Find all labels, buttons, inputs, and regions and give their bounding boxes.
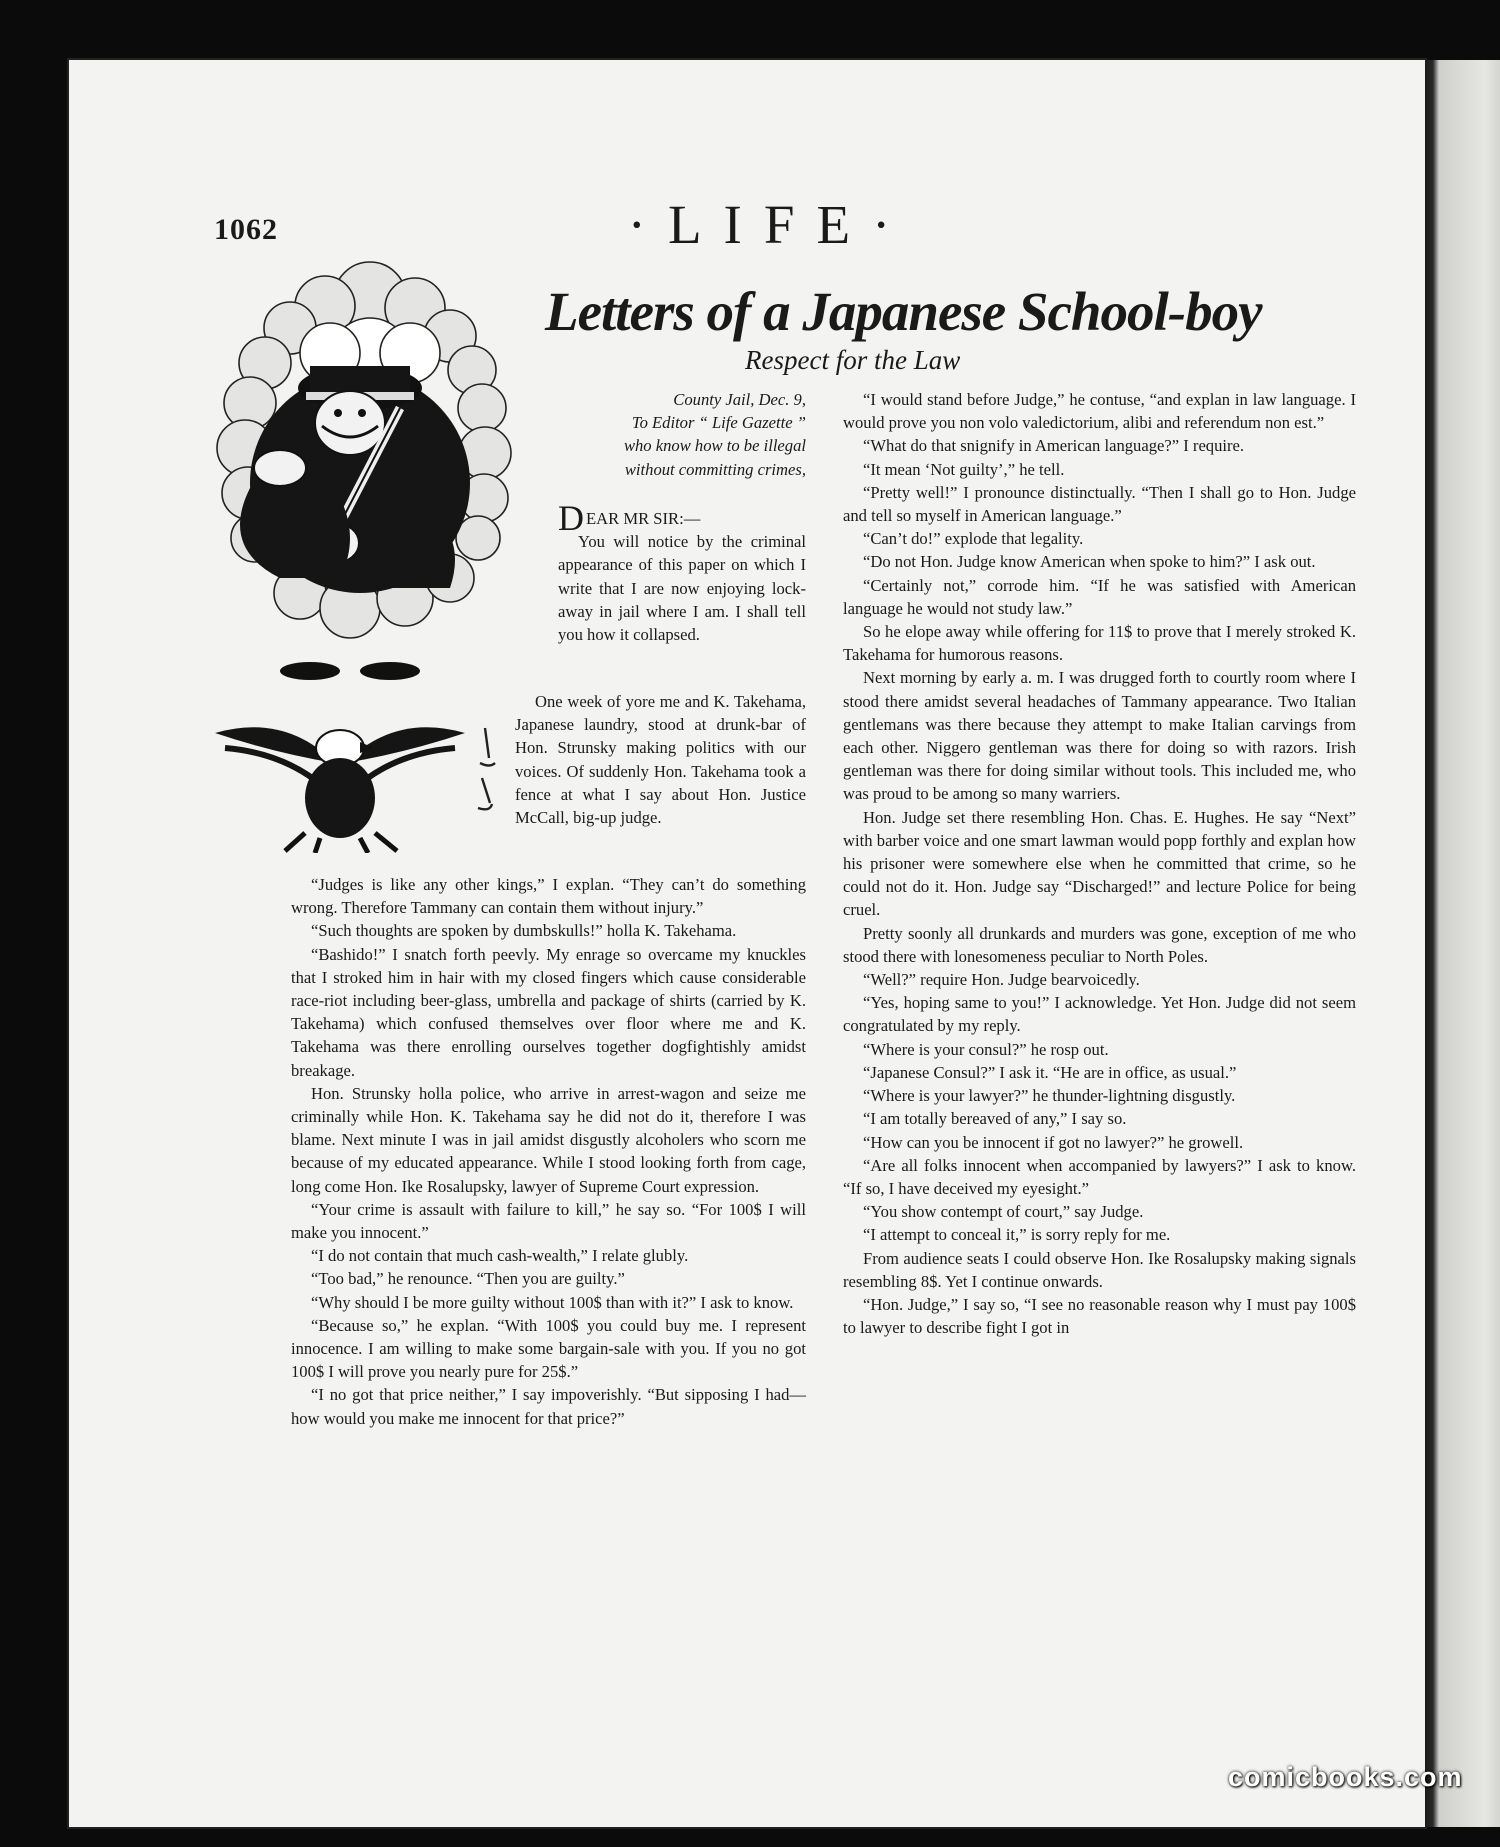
article-column-right (843, 388, 1356, 1339)
paragraph: “Bashido!” I snatch forth peevly. My enrage so overcame my knuckles that I stroked him in hair with my closed fingers which cause considerable race-riot including beer-glass, umbrella and package of shirts (carried by K. Takehama) which confused themselves over floor where me and K. Takehama was there enrolling ourselves together dogfightishly amidst breakage. (291, 944, 806, 1080)
article-subtitle: Respect for the Law (745, 345, 961, 375)
paragraph: “Are all folks innocent when accompanied by lawyers?” I ask to know. “If so, I have deceived my eyesight.” (843, 1155, 1356, 1198)
paragraph: “Too bad,” he renounce. “Then you are guilty.” (311, 1269, 625, 1289)
site-watermark: comicbooks.com (1228, 1762, 1463, 1792)
paragraph: “Where is your lawyer?” he thunder-lightning disgustly. (863, 1086, 1236, 1106)
paragraph: “Japanese Consul?” I ask it. “He are in office, as usual.” (863, 1062, 1237, 1082)
paragraph: “Where is your consul?” he rosp out. (863, 1039, 1109, 1059)
policeman-cartoon-illustration (210, 258, 515, 853)
paragraph: “Yes, hoping same to you!” I acknowledge. Yet Hon. Judge did not seem congratulated by my reply. (843, 993, 1356, 1036)
paragraph: “I attempt to conceal it,” is sorry reply for me. (863, 1225, 1171, 1245)
paragraph: “Your crime is assault with failure to kill,” he say so. “For 100$ I will make you innocent.” (291, 1199, 806, 1243)
paragraph: “Well?” require Hon. Judge bearvoicedly. (863, 970, 1140, 990)
paragraph: “I do not contain that much cash-wealth,” I relate glubly. (311, 1246, 689, 1266)
dateline-line: County Jail, Dec. 9, (673, 390, 806, 409)
paragraph: You will notice by the criminal appearance of this paper on which I write that I are now enjoying lock-away in jail where I am. I shall tell you how it collapsed. (558, 532, 806, 645)
paragraph: “Pretty well!” I pronounce distinctually. “Then I shall go to Hon. Judge and tell so myself in American language.” (843, 482, 1356, 526)
article-column-left-narrow (515, 690, 806, 829)
paragraph: “I am totally bereaved of any,” I say so. (863, 1109, 1127, 1129)
paragraph: “Such thoughts are spoken by dumbskulls!” holla K. Takehama. (311, 921, 737, 941)
dateline-line: without committing crimes, (624, 459, 806, 479)
paragraph: “It mean ‘Not guilty’,” he tell. (863, 459, 1065, 479)
paragraph: “What do that snignify in American language?” I require. (863, 436, 1245, 456)
letter-dateline (520, 388, 806, 481)
paragraph: “Do not Hon. Judge know American when spoke to him?” I ask out. (863, 552, 1316, 572)
masthead: ·LIFE· (627, 194, 913, 255)
paragraph: “Because so,” he explan. “With 100$ you could buy me. I represent innocence. I am willing to make some bargain-sale with you. If you no got 100$ I will prove you nearly pure for 25$.” (291, 1315, 806, 1382)
salutation-text: EAR MR SIR:— (586, 509, 701, 528)
paragraph: Hon. Strunsky holla police, who arrive in arrest-wagon and seize me criminally while Hon. K. Takehama say he did not do it, therefore I was blame. Next minute I was in jail amidst disgustly alcoholers who scorn me because of my educated appearance. While I stood looking forth from cage, long come Hon. Ike Rosalupsky, lawyer of Supreme Court expression. (291, 1083, 806, 1196)
paragraph: From audience seats I could observe Hon. Ike Rosalupsky making signals resembling 8$. Yet I continue onwards. (843, 1248, 1356, 1291)
article-column-left-bottom (291, 873, 806, 1430)
paragraph: “Hon. Judge,” I say so, “I see no reasonable reason why I must pay 100$ to lawyer to describe fight I got in (843, 1294, 1356, 1338)
dateline-line: who know how to be illegal (623, 436, 806, 456)
drop-cap: D (558, 498, 584, 538)
paragraph: “I would stand before Judge,” he contuse, “and explan in law language. I would prove you non volo valedictorium, alibi and referendum non est.” (843, 390, 1356, 433)
paragraph: “I no got that price neither,” I say impoverishly. “But sipposing I had—how would you make me innocent for that price?” (291, 1385, 806, 1428)
paragraph: Hon. Judge set there resembling Hon. Chas. E. Hughes. He say “Next” with barber voice and one smart lawman would popp forthly and explan how his prisoner were somewhere else when he committed that crime, so he could not do it. Hon. Judge say “Discharged!” and lecture Police for being cruel. (843, 807, 1356, 920)
paragraph: So he elope away while offering for 11$ to prove that I merely stroked K. Takehama for humorous reasons. (843, 622, 1356, 665)
article-title: Letters of a Japanese School-boy (545, 281, 1262, 342)
article-column-left-top (558, 498, 806, 646)
paragraph: Next morning by early a. m. I was drugged forth to courtly room where I stood there amidst several headaches of Tammany appearance. Two Italian gentlemans was there because they attempt to make Italian carvings from each other. Niggero gentleman was there for doing so with razors. Irish gentleman was there for doing similar without tools. This included me, who was proud to be among so many warriers. (843, 668, 1356, 804)
paragraph: “Judges is like any other kings,” I explan. “They can’t do something wrong. Therefore Tammany can contain them without injury.” (291, 875, 806, 918)
paragraph: “You show contempt of court,” say Judge. (863, 1202, 1144, 1222)
paragraph: “Can’t do!” explode that legality. (863, 529, 1084, 549)
paragraph: “Why should I be more guilty without 100$ than with it?” I ask to know. (311, 1292, 794, 1312)
page-number: 1062 (214, 213, 278, 246)
paragraph: Pretty soonly all drunkards and murders was gone, exception of me who stood there with lonesomeness peculiar to North Poles. (843, 923, 1356, 966)
salutation (558, 498, 806, 538)
dateline-line: To Editor “ Life Gazette ” (631, 413, 806, 433)
paragraph: “How can you be innocent if got no lawyer?” he growell. (863, 1132, 1244, 1152)
paragraph: “Certainly not,” corrode him. “If he was satisfied with American language he would not study law.” (843, 575, 1356, 618)
adjacent-page-edge (1425, 60, 1500, 1827)
paragraph: One week of yore me and K. Takehama, Japanese laundry, stood at drunk-bar of Hon. Strunsky making politics with our voices. Of suddenly Hon. Takehama took a fence at what I say about Hon. Justice McCall, big-up judge. (515, 692, 806, 828)
